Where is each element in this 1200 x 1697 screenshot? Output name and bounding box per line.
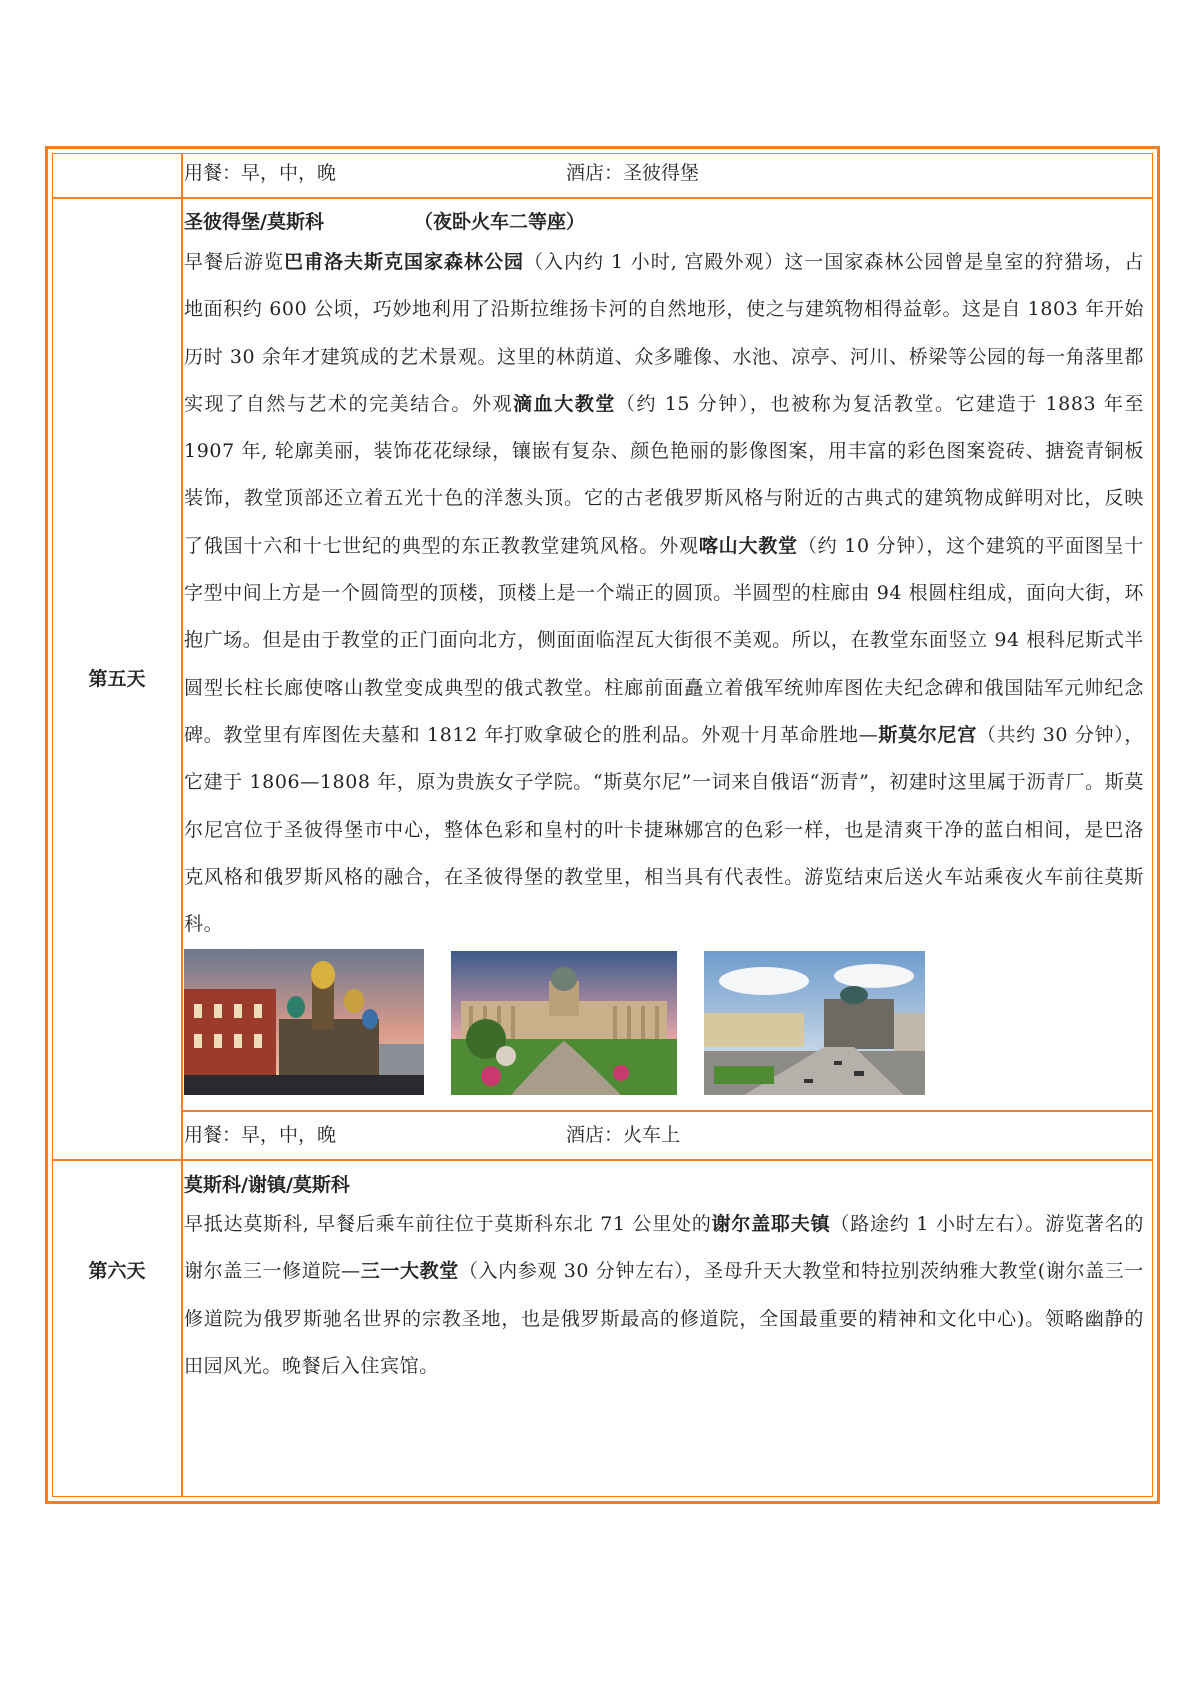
itinerary-table-inner: [52, 153, 1153, 1497]
meal-label: 用餐：早，中，晚: [184, 1124, 337, 1146]
church-of-spilled-blood-photo: [184, 949, 424, 1095]
transport: （夜卧火车二等座）: [413, 211, 585, 233]
row-divider: [53, 197, 1152, 199]
hotel-label: 酒店：火车上: [566, 1124, 681, 1146]
day-label: 第五天: [88, 668, 146, 690]
day-description: 早餐后游览巴甫洛夫斯克国家森林公园（入内约 1 小时, 宫殿外观）这一国家森林公园曾是皇室的狩猎场，占地面积约 600 公顷，巧妙地利用了沿斯拉维扬卡河的自然地形，使之与建筑物相得益彰。这是自 1803 年开始历时 30 余年才建筑成的艺术景观。这里的林荫道、众多雕像、水池、凉亭、河川、桥梁等公园的每一角落里都实现了自然与艺术的完美结合。外观滴血大教堂（约 15 分钟），也被称为复活教堂。它建造于 1883 年至 1907 年, 轮廓美丽，装饰花花绿绿，镶嵌有复杂、颜色艳丽的影像图案，用丰富的彩色图案瓷砖、搪瓷青铜板装饰，教堂顶部还立着五光十色的洋葱头顶。它的古老俄罗斯风格与附近的古典式的建筑物成鲜明对比，反映了俄国十六和十七世纪的典型的东正教教堂建筑风格。外观喀山大教堂（约 10 分钟），这个建筑的平面图呈十字型中间上方是一个圆筒型的顶楼，顶楼上是一个端正的圆顶。半圆型的柱廊由 94 根圆柱组成，面向大街，环抱广场。但是由于教堂的正门面向北方，侧面面临涅瓦大街很不美观。所以，在教堂东面竖立 94 根科尼斯式半圆型长柱长廊使喀山教堂变成典型的俄式教堂。柱廊前面矗立着俄军统帅库图佐夫纪念碑和俄国陆军元帅纪念碑。教堂里有库图佐夫墓和 1812 年打败拿破仑的胜利品。外观十月革命胜地—斯莫尔尼宫（共约 30 分钟），它建于 1806—1808 年，原为贵族女子学院。“斯莫尔尼”一词来自俄语“沥青”，初建时这里属于沥青厂。斯莫尔尼宫位于圣彼得堡市中心，整体色彩和皇村的叶卡捷琳娜宫的色彩一样，也是清爽干净的蓝白相间，是巴洛克风格和俄罗斯风格的融合，在圣彼得堡的教堂里，相当具有代表性。游览结束后送火车站乘夜火车前往莫斯科。: [184, 251, 1144, 936]
column-divider: [181, 154, 183, 1496]
highlight-sergiev-posad: 谢尔盖耶夫镇: [711, 1213, 831, 1235]
day-route-title: [184, 207, 585, 234]
day-label: 第六天: [88, 1260, 146, 1282]
day-route-title: [184, 1170, 350, 1197]
nevsky-prospect-photo: [704, 951, 925, 1095]
highlight-kazan: 喀山大教堂: [698, 534, 798, 557]
hotel-label: 酒店：圣彼得堡: [566, 162, 700, 184]
highlight-smolny: 斯莫尔尼宫: [878, 723, 977, 746]
row-divider: [181, 1110, 1152, 1112]
route: 圣彼得堡/莫斯科: [184, 211, 324, 233]
highlight-spilled-blood: 滴血大教堂: [513, 392, 616, 415]
meal-label: 用餐：早，中，晚: [184, 162, 337, 184]
row-divider: [53, 1159, 1152, 1161]
highlight-pavlovsk: 巴甫洛夫斯克国家森林公园: [284, 251, 524, 273]
itinerary-table: [45, 146, 1160, 1504]
kazan-cathedral-photo: [451, 951, 677, 1095]
day-description: 早抵达莫斯科, 早餐后乘车前往位于莫斯科东北 71 公里处的谢尔盖耶夫镇（路途约 1 小时左右）。游览著名的谢尔盖三一修道院—三一大教堂（入内参观 30 分钟左右），圣母升天大教堂和特拉别茨纳雅大教堂(谢尔盖三一修道院为俄罗斯驰名世界的宗教圣地，也是俄罗斯最高的修道院，全国最重要的精神和文化中心)。领略幽静的田园风光。晚餐后入住宾馆。: [184, 1213, 1145, 1377]
highlight-trinity-cathedral: 三一大教堂: [360, 1260, 459, 1283]
route: 莫斯科/谢镇/莫斯科: [184, 1174, 350, 1196]
